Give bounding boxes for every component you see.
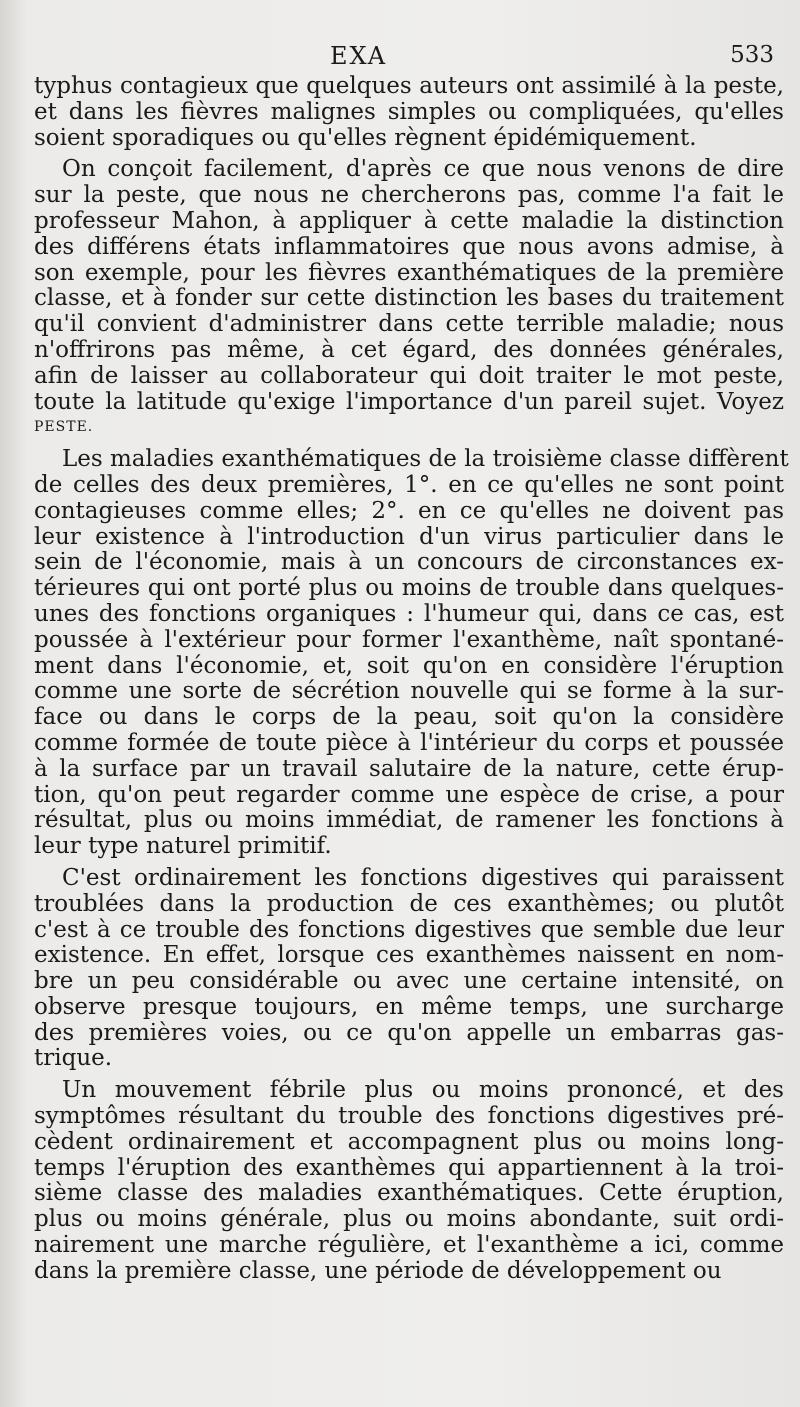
text-line: leur type naturel primitif. xyxy=(34,833,332,860)
text-line: professeur Mahon, à appliquer à cette maladie la distinction xyxy=(34,207,784,234)
text-line: dans la première classe, une période de développement ou xyxy=(34,1257,722,1284)
text-line: poussée à l'extérieur pour former l'exanthème, naît spontané- xyxy=(34,626,784,653)
text-line: plus ou moins générale, plus ou moins abondante, suit ordi- xyxy=(34,1206,784,1233)
text-line: n'offrirons pas même, à cet égard, des données générales, xyxy=(34,336,784,363)
text-line: temps l'éruption des exanthèmes qui appartiennent à la troi- xyxy=(34,1154,784,1181)
text-line: afin de laisser au collaborateur qui doit traiter le mot peste, xyxy=(34,362,784,389)
text-line: comme formée de toute pièce à l'intérieur du corps et poussée xyxy=(34,729,784,756)
text-line: qu'il convient d'administrer dans cette terrible maladie; nous xyxy=(34,311,784,338)
text-line: classe, et à fonder sur cette distinction les bases du traitement xyxy=(34,285,784,312)
text-line: leur existence à l'introduction d'un virus particulier dans le xyxy=(34,523,784,550)
text-line: ment dans l'économie, et, soit qu'on en considère l'éruption xyxy=(34,652,784,679)
text-line: nairement une marche régulière, et l'exanthème a ici, comme xyxy=(34,1232,784,1259)
paragraph xyxy=(34,157,784,441)
text-line: bre un peu considérable ou avec une certaine intensité, on xyxy=(34,968,784,995)
text-line: et dans les fièvres malignes simples ou compliquées, qu'elles xyxy=(34,98,784,125)
text-line: résultat, plus ou moins immédiat, de ramener les fonctions à xyxy=(34,807,784,834)
text-line: sième classe des maladies exanthématiques. Cette éruption, xyxy=(34,1180,784,1207)
text-line: Un mouvement fébrile plus ou moins prononcé, et des xyxy=(62,1077,784,1104)
text-line: tion, qu'on peut regarder comme une espèce de crise, a pour xyxy=(34,781,784,808)
paragraph xyxy=(34,74,784,151)
text-line: observe presque toujours, en même temps, une surcharge xyxy=(34,993,784,1020)
text-line: Les maladies exanthématiques de la troisième classe diffèrent xyxy=(62,446,789,473)
text-line: térieures qui ont porté plus ou moins de trouble dans quelques- xyxy=(34,575,784,602)
text-line: cèdent ordinairement et accompagnent plus ou moins long- xyxy=(34,1128,784,1155)
text-line: soient sporadiques ou qu'elles règnent épidémiquement. xyxy=(34,124,697,151)
text-line: toute la latitude qu'exige l'importance d'un pareil sujet. Voyez xyxy=(34,388,784,415)
page-header xyxy=(0,42,800,76)
running-head: EXA xyxy=(330,42,388,70)
body-text xyxy=(34,73,789,1285)
text-line: sein de l'économie, mais à un concours de circonstances ex- xyxy=(34,549,784,576)
text-line: contagieuses comme elles; 2°. en ce qu'elles ne doivent pas xyxy=(34,497,784,524)
text-line: typhus contagieux que quelques auteurs ont assimilé à la peste, xyxy=(34,73,784,99)
text-line: sur la peste, que nous ne chercherons pas, comme l'a fait le xyxy=(34,182,784,209)
text-line: c'est à ce trouble des fonctions digestives que semble due leur xyxy=(34,916,784,943)
text-line: troublées dans la production de ces exanthèmes; ou plutôt xyxy=(34,890,784,917)
text-line: existence. En effet, lorsque ces exanthèmes naissent en nom- xyxy=(34,942,784,969)
text-line: symptômes résultant du trouble des fonctions digestives pré- xyxy=(34,1103,784,1130)
text-line: face ou dans le corps de la peau, soit qu'on la considère xyxy=(34,704,784,731)
text-line: des différens états inflammatoires que nous avons admise, à xyxy=(34,233,784,260)
paragraph xyxy=(34,1078,784,1284)
text-line: comme une sorte de sécrétion nouvelle qui se forme à la sur- xyxy=(34,678,784,705)
text-line: à la surface par un travail salutaire de la nature, cette érup- xyxy=(34,755,784,782)
text-line: son exemple, pour les fièvres exanthématiques de la première xyxy=(34,259,784,286)
text-line: unes des fonctions organiques : l'humeur qui, dans ce cas, est xyxy=(34,600,784,627)
paragraph xyxy=(34,446,789,860)
page-number: 533 xyxy=(730,42,774,68)
text-line: C'est ordinairement les fonctions digestives qui paraissent xyxy=(62,864,784,891)
text-line: de celles des deux premières, 1°. en ce qu'elles ne sont point xyxy=(34,471,784,498)
text-line: trique. xyxy=(34,1045,113,1072)
paragraph xyxy=(34,866,784,1072)
text-line: On conçoit facilement, d'après ce que nous venons de dire xyxy=(62,156,784,183)
text-line: PESTE. xyxy=(34,419,94,436)
text-line: des premières voies, ou ce qu'on appelle un embarras gas- xyxy=(34,1019,784,1046)
